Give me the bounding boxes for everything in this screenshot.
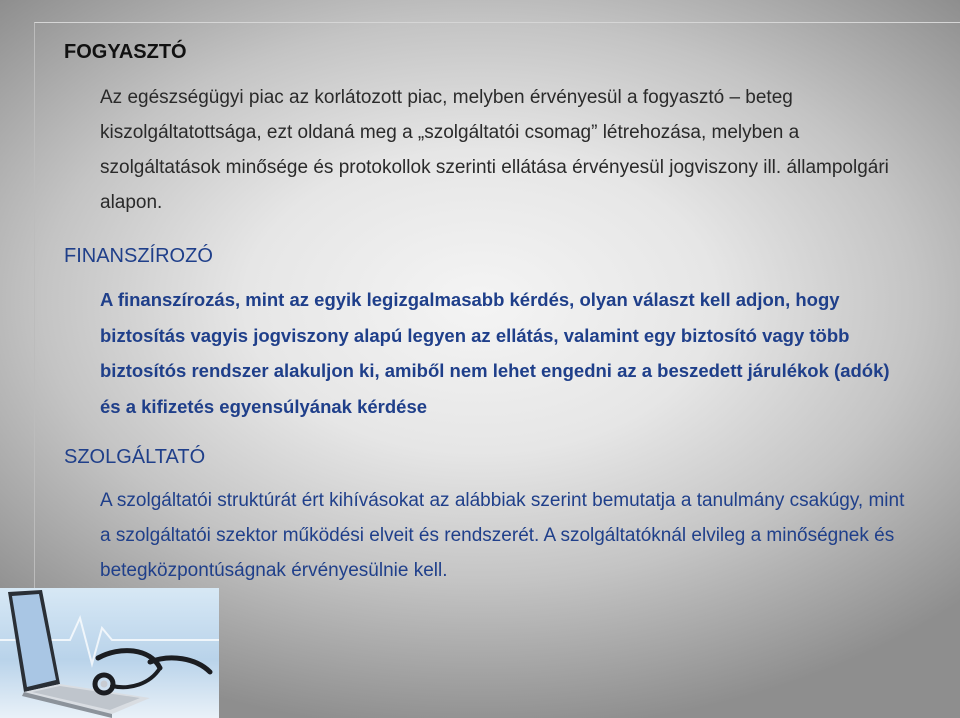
- paragraph-consumer: Az egészségügyi piac az korlátozott piac, melyben érvényesül a fogyasztó – beteg kiszolgáltatottsága, ezt oldaná meg a „szolgáltatói csomag” létrehozása, melyben a szolgáltatások minősége és protokollok szerinti ellátása érvényesül jogviszony ill. állampolgári alapon.: [100, 87, 889, 213]
- heading-provider: SZOLGÁLTATÓ: [64, 446, 206, 468]
- heading-consumer: FOGYASZTÓ: [64, 41, 187, 63]
- laptop-icon: [8, 590, 150, 718]
- heading-financer: FINANSZÍROZÓ: [64, 245, 213, 267]
- laptop-stethoscope-photo: [0, 588, 219, 718]
- stethoscope-icon: [95, 651, 210, 693]
- paragraph-financer: A finanszírozás, mint az egyik legizgalmasabb kérdés, olyan választ kell adjon, hogy biztosítás vagyis jogviszony alapú legyen az ellátás, valamint egy biztosító vagy több biztosítós rendszer alakuljon ki, amiből nem lehet engedni az a beszedett járulékok (adók) és a kifizetés egyensúlyának kérdése: [100, 289, 890, 417]
- paragraph-provider: A szolgáltatói struktúrát ért kihívásokat az alábbiak szerint bemutatja a tanulmány csakúgy, mint a szolgáltatói szektor működési elveit és rendszerét. A szolgáltatóknál elvileg a minőségnek és betegközpontúságnak érvényesülnie kell.: [100, 490, 905, 581]
